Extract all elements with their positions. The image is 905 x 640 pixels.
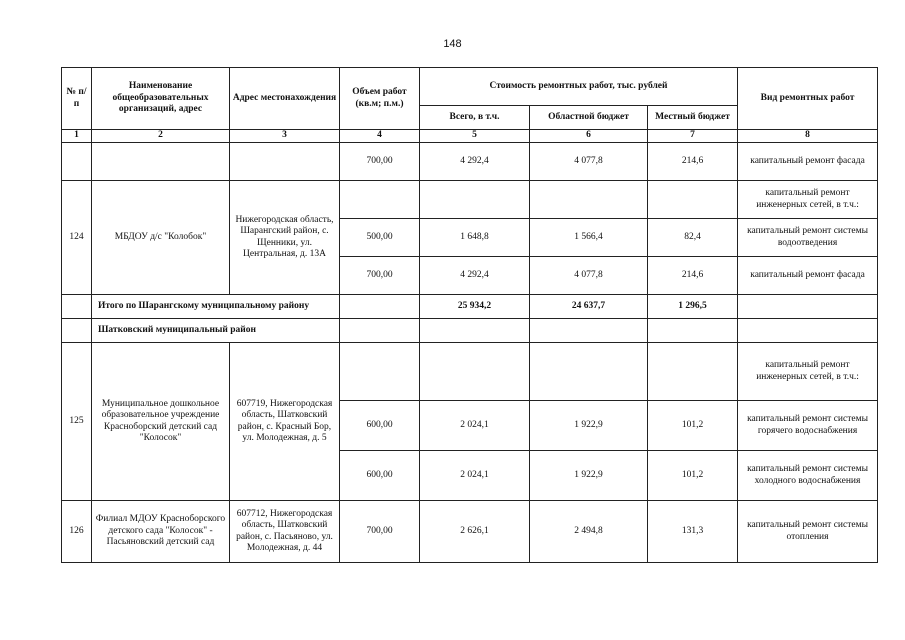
cell-no: [62, 295, 92, 319]
cell-type: капитальный ремонт фасада: [738, 143, 878, 181]
header-name: Наименование общеобразовательных организаций, адрес: [92, 68, 230, 130]
subtotal-regional: 24 637,7: [530, 295, 648, 319]
cell-type: капитальный ремонт системы горячего водоснабжения: [738, 401, 878, 451]
cell-total: [420, 343, 530, 401]
cell-address: 607712, Нижегородская область, Шатковский район, с. Пасьяново, ул. Молодежная, д. 44: [230, 501, 340, 563]
cell-total: 2 024,1: [420, 401, 530, 451]
col-number: 3: [230, 130, 340, 143]
cell-regional: 1 922,9: [530, 401, 648, 451]
col-number: 8: [738, 130, 878, 143]
cell-no: 126: [62, 501, 92, 563]
cell-type: капитальный ремонт системы отопления: [738, 501, 878, 563]
cell-local: 214,6: [648, 257, 738, 295]
cell-type: [738, 295, 878, 319]
cell-no: [62, 319, 92, 343]
col-number: 1: [62, 130, 92, 143]
cell-volume: [340, 319, 420, 343]
cell-volume: [340, 181, 420, 219]
cell-type: капитальный ремонт инженерных сетей, в т.ч.:: [738, 343, 878, 401]
cell-no: 125: [62, 343, 92, 501]
cell-volume: 700,00: [340, 501, 420, 563]
cell-total: 2 626,1: [420, 501, 530, 563]
table-row: [62, 501, 878, 563]
cell-no: 124: [62, 181, 92, 295]
cell-regional: [530, 319, 648, 343]
cell-regional: 2 494,8: [530, 501, 648, 563]
cell-type: капитальный ремонт фасада: [738, 257, 878, 295]
cell-volume: 500,00: [340, 219, 420, 257]
cell-regional: 1 922,9: [530, 451, 648, 501]
cell-address: Нижегородская область, Шарангский район, с. Щенники, ул. Центральная, д. 13А: [230, 181, 340, 295]
cell-volume: 700,00: [340, 257, 420, 295]
subtotal-local: 1 296,5: [648, 295, 738, 319]
cell-no: [62, 143, 92, 181]
col-number: 4: [340, 130, 420, 143]
cell-name: Филиал МДОУ Красноборского детского сада "Колосок" - Пасьяновский детский сад: [92, 501, 230, 563]
cell-regional: [530, 343, 648, 401]
cell-regional: 4 077,8: [530, 257, 648, 295]
header-volume: Объем работ (кв.м; п.м.): [340, 68, 420, 130]
col-number: 5: [420, 130, 530, 143]
table-row: [62, 181, 878, 219]
cell-local: 214,6: [648, 143, 738, 181]
cell-local: 101,2: [648, 451, 738, 501]
cell-local: 82,4: [648, 219, 738, 257]
col-number: 6: [530, 130, 648, 143]
cell-regional: 4 077,8: [530, 143, 648, 181]
cell-total: [420, 319, 530, 343]
cell-local: [648, 181, 738, 219]
cell-total: 4 292,4: [420, 257, 530, 295]
header-regional: Областной бюджет: [530, 106, 648, 130]
col-number: 2: [92, 130, 230, 143]
header-total: Всего, в т.ч.: [420, 106, 530, 130]
header-address: Адрес местонахождения: [230, 68, 340, 130]
cell-type: капитальный ремонт инженерных сетей, в т.ч.:: [738, 181, 878, 219]
header-cost: Стоимость ремонтных работ, тыс. рублей: [420, 68, 738, 106]
header-no: № п/п: [62, 68, 92, 130]
district-label: Шатковский муниципальный район: [92, 319, 340, 343]
cell-address: [230, 143, 340, 181]
cell-name: МБДОУ д/с "Колобок": [92, 181, 230, 295]
cell-local: [648, 319, 738, 343]
header-local: Местный бюджет: [648, 106, 738, 130]
cell-total: 1 648,8: [420, 219, 530, 257]
cell-total: 4 292,4: [420, 143, 530, 181]
cell-local: 101,2: [648, 401, 738, 451]
cell-volume: [340, 343, 420, 401]
cell-type: [738, 319, 878, 343]
table-row: [62, 343, 878, 401]
header-type: Вид ремонтных работ: [738, 68, 878, 130]
cell-total: [420, 181, 530, 219]
cell-address: 607719, Нижегородская область, Шатковский район, с. Красный Бор, ул. Молодежная, д. 5: [230, 343, 340, 501]
col-number: 7: [648, 130, 738, 143]
page-number: 148: [443, 38, 462, 50]
subtotal-total: 25 934,2: [420, 295, 530, 319]
cell-regional: [530, 181, 648, 219]
cell-local: 131,3: [648, 501, 738, 563]
repair-works-table: [61, 67, 878, 563]
cell-volume: 600,00: [340, 401, 420, 451]
cell-volume: 600,00: [340, 451, 420, 501]
cell-type: капитальный ремонт системы холодного водоснабжения: [738, 451, 878, 501]
cell-type: капитальный ремонт системы водоотведения: [738, 219, 878, 257]
cell-volume: [340, 295, 420, 319]
subtotal-row: [62, 295, 878, 319]
cell-volume: 700,00: [340, 143, 420, 181]
cell-name: Муниципальное дошкольное образовательное учреждение Красноборский детский сад "Колосок": [92, 343, 230, 501]
district-row: [62, 319, 878, 343]
cell-name: [92, 143, 230, 181]
cell-total: 2 024,1: [420, 451, 530, 501]
cell-regional: 1 566,4: [530, 219, 648, 257]
table-row: [62, 143, 878, 181]
cell-local: [648, 343, 738, 401]
subtotal-label: Итого по Шарангскому муниципальному району: [92, 295, 340, 319]
